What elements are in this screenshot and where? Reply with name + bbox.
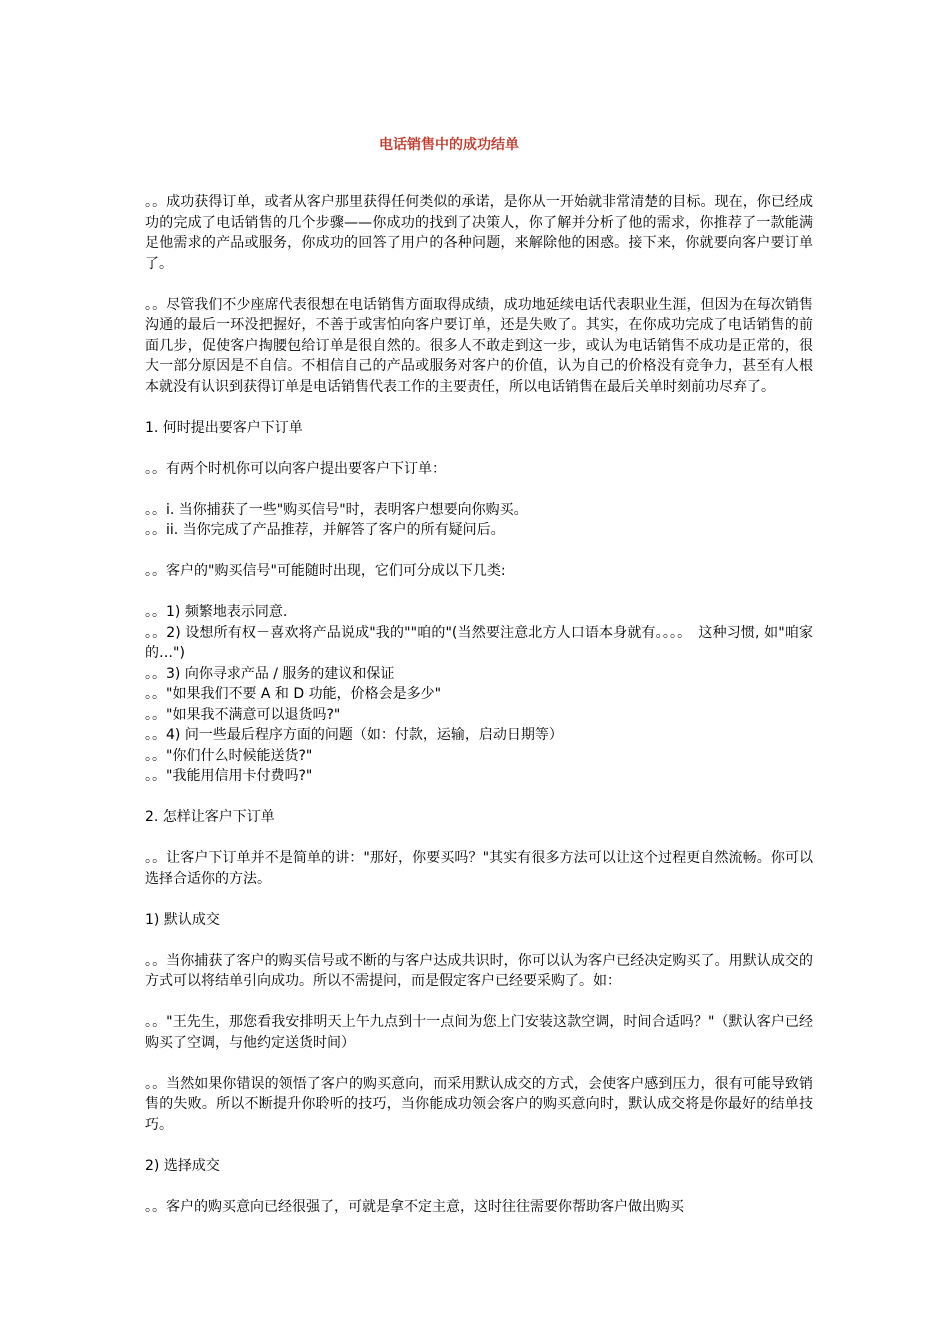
paragraph-default-close: 。。当你捕获了客户的购买信号或不断的与客户达成共识时，你可以认为客户已经决定购买了。用默认成交的方式可以将结单引向成功。所以不需提问，而是假定客户已经要采购了。如： [145,952,813,989]
list-item: 。。1) 频繁地表示同意. [145,604,288,620]
paragraph-how-intro: 。。让客户下订单并不是简单的讲："那好，你要买吗？"其实有很多方法可以让这个过程更自然流畅。你可以选择合适你的方法。 [145,850,813,887]
list-item: 。。"如果我不满意可以退货吗?" [145,706,341,723]
document-body [145,192,813,1238]
paragraph-buying-signals: 。。客户的"购买信号"可能随时出现，它们可分成以下几类: [145,563,506,579]
timing-list [145,500,813,541]
section-heading-when: 1. 何时提出要客户下订单 [145,419,303,436]
paragraph-default-example: 。。"王先生，那您看我安排明天上午九点到十一点间为您上门安装这款空调，时间合适吗？"（默认客户已经购买了空调，与他约定送货时间） [145,1014,813,1051]
buying-signal-list [145,602,813,787]
list-item: 。。ii. 当你完成了产品推荐，并解答了客户的所有疑问后。 [145,522,505,538]
list-item: 。。"我能用信用卡付费吗?" [145,768,313,784]
list-item: 。。3) 向你寻求产品 / 服务的建议和保证 [145,665,395,682]
document-title: 电话销售中的成功结单 [379,137,519,153]
subheading-default-close: 1) 默认成交 [145,911,220,928]
list-item: 。。"如果我们不要 A 和 D 功能，价格会是多少" [145,686,442,702]
section-heading-how: 2. 怎样让客户下订单 [145,809,275,825]
subheading-choice-close: 2) 选择成交 [145,1157,220,1174]
paragraph-failure-reasons: 。。尽管我们不少座席代表很想在电话销售方面取得成绩，成功地延续电话代表职业生涯，但因为在每次销售沟通的最后一环没把握好，不善于或害怕向客户要订单，还是失败了。其实，在你成功完成了电话销售的前面几步，促使客户掏腰包给订单是很自然的。很多人不敢走到这一步，或认为电话销售不成功是正常的，很大一部分原因是不自信。不相信自己的产品或服务对客户的价值，认为自己的价格没有竞争力，甚至有人根本就没有认识到获得订单是电话销售代表工作的主要责任，所以电话销售在最后关单时刻前功尽弃了。 [145,296,813,395]
paragraph-intro: 。。成功获得订单，或者从客户那里获得任何类似的承诺，是你从一开始就非常清楚的目标。现在，你已经成功的完成了电话销售的几个步骤——你成功的找到了决策人，你了解并分析了他的需求，你推荐了一款能满足他需求的产品或服务，你成功的回答了用户的各种问题，来解除他的困惑。接下来，你就要向客户要订单了。 [145,194,813,272]
list-item: 。。4) 问一些最后程序方面的问题（如：付款，运输，启动日期等） [145,727,563,743]
paragraph-choice-close: 。。客户的购买意向已经很强了，可就是拿不定主意，这时往往需要你帮助客户做出购买 [145,1198,684,1215]
paragraph-default-caution: 。。当然如果你错误的领悟了客户的购买意向，而采用默认成交的方式，会使客户感到压力，很有可能导致销售的失败。所以不断提升你聆听的技巧，当你能成功领会客户的购买意向时，默认成交将是你最好的结单技巧。 [145,1075,813,1133]
list-item: 。。2) 设想所有权－喜欢将产品说成"我的""咱的"(当然要注意北方人口语本身就有。。。。 这种习惯, 如"咱家的…") [145,624,813,661]
paragraph-two-timings: 。。有两个时机你可以向客户提出要客户下订单： [145,460,446,477]
list-item: 。。i. 当你捕获了一些"购买信号"时，表明客户想要向你购买。 [145,501,528,518]
list-item: 。。"你们什么时候能送货?" [145,747,313,764]
